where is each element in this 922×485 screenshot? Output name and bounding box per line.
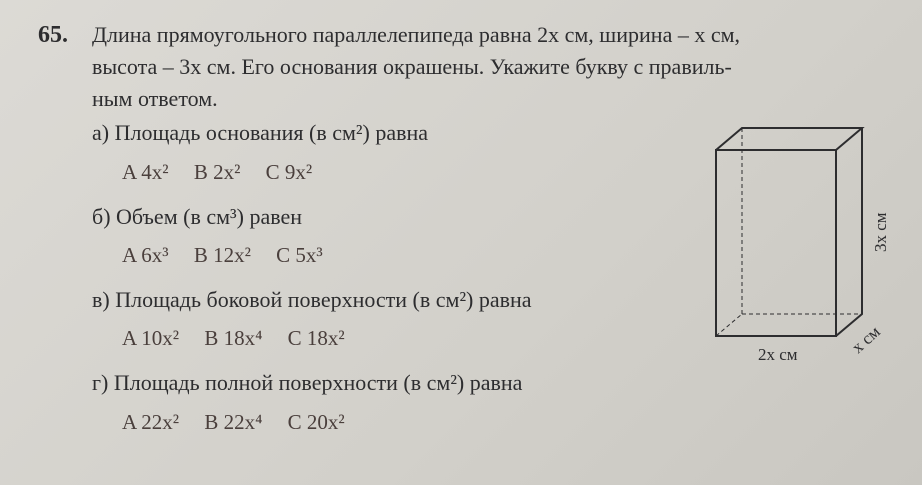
problem-text-line-3: ным ответом. xyxy=(92,86,218,111)
question-c: в) Площадь боковой поверхности (в см²) равна xyxy=(92,287,532,312)
right-face xyxy=(836,128,862,336)
front-face xyxy=(716,150,836,336)
option-d-C: C 20x² xyxy=(287,410,345,434)
height-label: 3x см xyxy=(871,212,890,252)
problem-number: 65. xyxy=(38,22,68,48)
option-b-A: A 6x³ xyxy=(122,243,169,267)
hidden-depth-edge xyxy=(716,314,742,336)
option-c-A: A 10x² xyxy=(122,326,180,350)
question-a: а) Площадь основания (в см²) равна xyxy=(92,120,429,145)
top-face xyxy=(716,128,862,150)
width-label: x см xyxy=(847,322,884,357)
problem-text-line-1: Длина прямоугольного параллелепипеда равна 2x см, ширина – x см, xyxy=(92,22,741,47)
option-c-C: C 18x² xyxy=(287,326,345,350)
problem-text-line-2: высота – 3x см. Его основания окрашены. Укажите букву с правиль- xyxy=(92,54,732,79)
option-b-B: B 12x² xyxy=(193,243,251,267)
option-d-B: B 22x⁴ xyxy=(204,410,263,434)
parallelepiped-diagram xyxy=(700,112,900,372)
question-b: б) Объем (в см³) равен xyxy=(92,204,302,229)
option-b-C: C 5x³ xyxy=(276,243,323,267)
options-d xyxy=(122,410,365,435)
option-d-A: A 22x² xyxy=(122,410,180,434)
option-c-B: B 18x⁴ xyxy=(204,326,263,350)
options-b xyxy=(122,243,343,268)
length-label: 2x см xyxy=(758,345,798,364)
option-a-A: A 4x² xyxy=(122,160,169,184)
options-a xyxy=(122,160,332,185)
question-d: г) Площадь полной поверхности (в см²) равна xyxy=(92,370,523,395)
option-a-C: C 9x² xyxy=(265,160,313,184)
options-c xyxy=(122,326,365,351)
option-a-B: B 2x² xyxy=(193,160,241,184)
